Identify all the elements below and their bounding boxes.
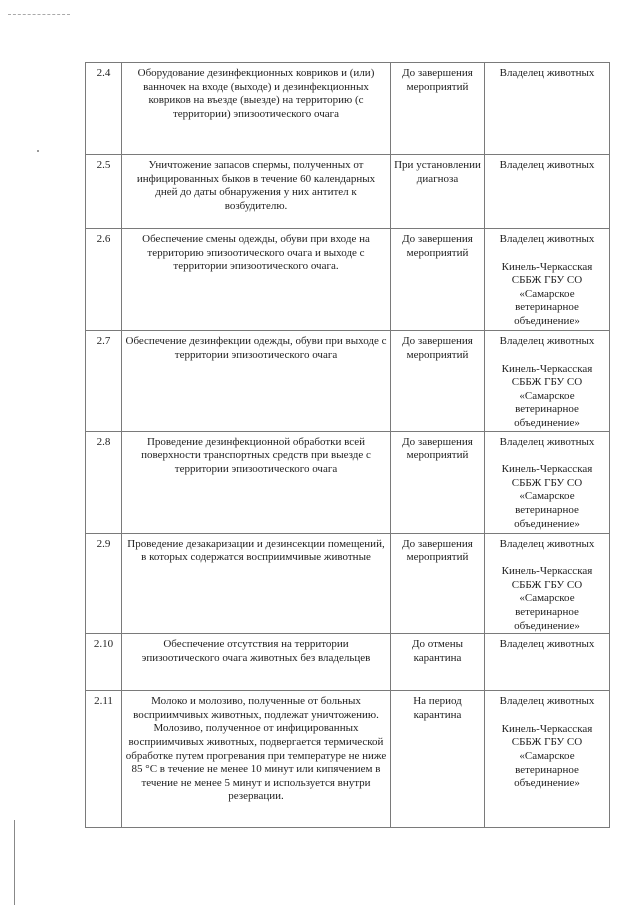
row-action: Молоко и молозиво, полученные от больных восприимчивых животных, подлежат уничтожению. Молозиво, полученное от инфицированных восприимчивых животных, подвергается термической обработке путем прогревания при температуре не ниже 85 °С в течение не менее 10 минут или кипячением в течение не менее 5 минут и используется внутри резервации. xyxy=(122,691,391,828)
scan-artifact-left xyxy=(14,820,15,905)
row-term: При установлении диагноза xyxy=(391,155,485,229)
row-number: 2.11 xyxy=(86,691,122,828)
responsible-owner: Владелец животных xyxy=(499,435,595,448)
responsible-owner: Владелец животных xyxy=(499,233,595,245)
row-action: Проведение дезакаризации и дезинсекции помещений, в которых содержатся восприимчивые животные xyxy=(122,533,391,634)
responsible-vet-station: Кинель-Черкасская СББЖ ГБУ СО «Самарское ветеринарное объединение» xyxy=(501,722,593,790)
row-action: Проведение дезинфекционной обработки всей поверхности транспортных средств при выезде с территории эпизоотического очага xyxy=(122,431,391,533)
row-term: До завершения мероприятий xyxy=(391,331,485,432)
table-row xyxy=(86,634,610,691)
row-responsible xyxy=(485,229,610,331)
row-responsible xyxy=(485,155,610,229)
row-responsible xyxy=(485,691,610,828)
row-number: 2.6 xyxy=(86,229,122,331)
table-row xyxy=(86,331,610,432)
row-action: Обеспечение отсутствия на территории эпизоотического очага животных без владельцев xyxy=(122,634,391,691)
row-term: До завершения мероприятий xyxy=(391,431,485,533)
row-responsible xyxy=(485,431,610,533)
responsible-owner: Владелец животных xyxy=(499,335,595,347)
row-term: На период карантина xyxy=(391,691,485,828)
row-responsible xyxy=(485,63,610,155)
responsible-owner: Владелец животных xyxy=(499,67,595,79)
responsible-owner: Владелец животных xyxy=(499,537,595,550)
scan-artifact-top xyxy=(8,14,70,15)
row-term: До отмены карантина xyxy=(391,634,485,691)
scan-artifact-dot xyxy=(37,150,39,152)
row-number: 2.4 xyxy=(86,63,122,155)
table-row xyxy=(86,63,610,155)
responsible-vet-station: Кинель-Черкасская СББЖ ГБУ СО «Самарское ветеринарное объединение» xyxy=(501,260,593,327)
responsible-owner: Владелец животных xyxy=(499,638,595,651)
table-row xyxy=(86,229,610,331)
row-responsible xyxy=(485,634,610,691)
row-action: Оборудование дезинфекционных ковриков и (или) ванночек на входе (выходе) и дезинфекционных ковриков на въезде (выезде) на территорию (с территории) эпизоотического очага xyxy=(122,63,391,155)
responsible-vet-station: Кинель-Черкасская СББЖ ГБУ СО «Самарское ветеринарное объединение» xyxy=(501,463,593,530)
responsible-vet-station: Кинель-Черкасская СББЖ ГБУ СО «Самарское ветеринарное объединение» xyxy=(501,565,593,632)
responsible-owner: Владелец животных xyxy=(499,159,595,171)
measures-table xyxy=(85,62,610,828)
row-number: 2.8 xyxy=(86,431,122,533)
row-term: До завершения мероприятий xyxy=(391,533,485,634)
row-term: До завершения мероприятий xyxy=(391,63,485,155)
row-responsible xyxy=(485,533,610,634)
table-row xyxy=(86,431,610,533)
table-row xyxy=(86,533,610,634)
table-row xyxy=(86,691,610,828)
row-number: 2.5 xyxy=(86,155,122,229)
row-number: 2.9 xyxy=(86,533,122,634)
row-term: До завершения мероприятий xyxy=(391,229,485,331)
responsible-vet-station: Кинель-Черкасская СББЖ ГБУ СО «Самарское ветеринарное объединение» xyxy=(501,362,593,429)
row-action: Уничтожение запасов спермы, полученных от инфицированных быков в течение 60 календарных дней до даты обнаружения у них антител к возбудителю. xyxy=(122,155,391,229)
row-number: 2.7 xyxy=(86,331,122,432)
row-action: Обеспечение смены одежды, обуви при входе на территорию эпизоотического очага и выходе с территории эпизоотического очага. xyxy=(122,229,391,331)
responsible-owner: Владелец животных xyxy=(499,695,595,708)
row-responsible xyxy=(485,331,610,432)
row-number: 2.10 xyxy=(86,634,122,691)
table-row xyxy=(86,155,610,229)
row-action: Обеспечение дезинфекции одежды, обуви при выходе с территории эпизоотического очага xyxy=(122,331,391,432)
